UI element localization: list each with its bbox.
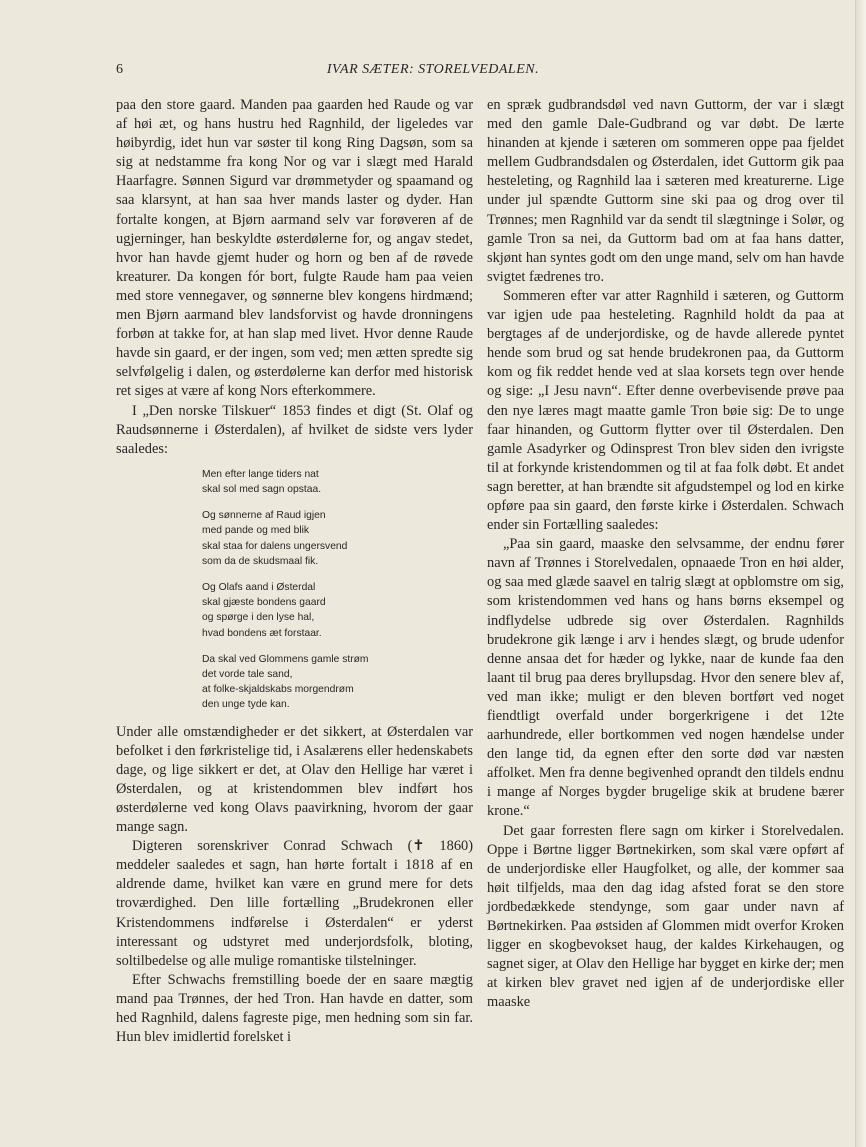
poem-line: det vorde tale sand, <box>202 669 293 681</box>
poem-line: hvad bondens æt forstaar. <box>202 627 322 639</box>
poem-stanza <box>202 652 473 713</box>
page-edge <box>855 0 866 1147</box>
poem-line: skal staa for dalens ungersvend <box>202 540 348 552</box>
paragraph: I „Den norske Tilskuer“ 1853 findes et digt (St. Olaf og Raudsønnerne i Østerdalen), af hvilket de sidste vers lyder saaledes: <box>116 402 473 457</box>
poem-line: som da de skudsmaal fik. <box>202 555 319 567</box>
paragraph: paa den store gaard. Manden paa gaarden hed Raude og var af høi æt, og hans hustru hed Ragnhild, der ligeledes var høibyrdig, idet hun var søster til kong Ring Dagsøn, som sa sig at nedstamme fra kong Nor og var i slægt med Harald Haarfagre. Sønnen Sigurd var drømmetyder og spaamand og saa klarsynt, at han saa hver mands laster og dyder. Han fortalte kongen, at Bjørn aarmand selv var forøveren af de ugjerninger, han beskyldte østerdølerne for, og angav stedet, hvor han havde gjemt huder og horn og ben af de røvede kreaturer. Da kongen fór bort, fulgte Raude ham paa veien med store vennegaver, og sønnerne blev kongens hirdmænd; men Bjørn aarmand blev landsforvist og havde dronningens forbøn at takke for, at han slap med livet. Hvor denne Raude havde sin gaard, er der ingen, som ved; men ætten spredte sig selvfølgelig i dalen, og østerdølerne kan derfor med historisk ret siges at være af kong Nors efterkommere. <box>116 97 473 400</box>
paragraph: en spræk gudbrandsdøl ved navn Guttorm, der var i slægt med den gamle Dale-Gudbrand og var døbt. De lærte hinanden at kjende i sæteren om sommeren oppe paa fjeldet mellem Gudbrandsdalen og Østerdalen, idet Guttorm gik paa hesteleting, og Ragnhild laa i sæteren med kreaturerne. Lige under jul spændte Guttorm sine ski paa og drog over til Trønnes; men Ragnhild var da sendt til slægtninge i Solør, og gamle Tron sa nei, da Guttorm bad om at faa hans datter, skjønt han syntes godt om den unge mand, selv om han havde svigtet fædrenes tro. <box>487 97 844 285</box>
left-column <box>116 96 473 1047</box>
paragraph: Efter Schwachs fremstilling boede der en saare mægtig mand paa Trønnes, der hed Tron. Han havde en datter, som hed Ragnhild, dalens fagreste pige, men hedning som sin far. Hun blev imidlertid forelsket i <box>116 971 473 1046</box>
poem-line: skal gjæste bondens gaard <box>202 597 326 609</box>
page-number: 6 <box>116 62 123 77</box>
poem-stanza <box>202 467 473 497</box>
poem-line: Da skal ved Glommens gamle strøm <box>202 653 369 665</box>
poem-line: Og Olafs aand i Østerdal <box>202 582 316 593</box>
poem-line: den unge tyde kan. <box>202 699 290 711</box>
poem-line: og spørge i den lyse hal, <box>202 612 315 624</box>
poem-line: skal sol med sagn opstaa. <box>202 483 322 495</box>
poem-line: med pande og med blik <box>202 525 310 537</box>
poem-stanza <box>202 580 473 641</box>
paragraph: Digteren sorenskriver Conrad Schwach (✝ 1860) meddeler saaledes et sagn, han hørte fortalt i 1818 af en aldrende dame, hvilket kan være en grund mere for dets troværdighed. Den lille fortælling „Brudekronen eller Kristendommens indførelse i Østerdalen“ er yderst interessant og udstyret med underjordsfolk, bloting, soltilbedelse og alle mulige romantiske tilstelninger. <box>116 838 473 969</box>
poem-stanza <box>202 508 473 569</box>
paragraph: Sommeren efter var atter Ragnhild i sæteren, og Guttorm var igjen ude paa hesteleting. Ragnhild holdt da paa at bergtages af de underjordiske, og de havde allerede pyntet hende som brud og sat hende brudekronen paa, da Guttorm kom og fik reddet hende ved at slaa korsets tegn over hende og sige: „I Jesu navn“. Efter denne overbevisende prøve paa den nye læres magt maatte gamle Tron bøie sig: De to unge faar hinanden, og Guttorm flytter over til Østerdalen. Den gamle Asadyrker og Odinsprest Tron blev siden den ivrigste til at forkynde kristendommen og til at faa folk døbt. Et andet sagn beretter, at han brændte sit afgudstempel og lod en kirke opføre paa sin gaard, den første kirke i Østerdalen. Schwach ender sin Fortælling saaledes: <box>487 287 844 534</box>
paragraph: „Paa sin gaard, maaske den selvsamme, der endnu fører navn af Trønnes i Storelvedalen, opnaaede Tron en høi alder, og saa med glæde saavel en talrig slægt at opblomstre om sig, som kristendommen ved hans og hans børns eksempel og indflydelse udbrede sig over Østerdalen. Ragnhilds brudekrone gik længe i arv i hendes slægt, og brude udenfor denne ansaa det for hæder og lykke, naar de kunde faa den laant til brug paa deres bryllupsdag. Hvor den senere blev af, ved man ikke; muligt er den bleven bortført ved noget fiendtligt overfald under borgerkrigene i det 12te aarhundrede, eller bortkommen ved nogen hændelse under den lange tid, da egnen efter den sorte død var næsten affolket. Men fra denne begivenhed oprandt den tildels endnu i mange af Norges bygder brugelige skik at brudene bærer krone.“ <box>487 536 844 820</box>
paragraph: Det gaar forresten flere sagn om kirker i Storelvedalen. Oppe i Børtne ligger Børtnekirken, som skal være opført af de underjordiske eller Haugfolket, og alle, der kommer saa høit tilfjelds, maa den dag idag afsted forat se den store jordbedækkede stendynge, som gaar under navn af Børtnekirken. Paa østsiden af Glommen midt overfor Kroken ligger en skogbevokset haug, der kaldes Kirkehaugen, og sagnet siger, at Olav den Hellige har bygget en kirke der; men at kirken blev gravet ned igjen af de underjordiske eller maaske <box>487 822 844 1011</box>
poem-line: at folke-skjaldskabs morgendrøm <box>202 684 354 696</box>
page-header <box>0 62 866 82</box>
poem-line: Og sønnerne af Raud igjen <box>202 510 326 522</box>
paragraph: Under alle omstændigheder er det sikkert, at Østerdalen var befolket i den førkristelige tid, i Asalærens eller hedenskabets dage, og lige sikkert er det, at Olav den Hellige har været i Østerdalen, og at kristendommen blev indført hos østerdølerne ved kong Olavs paavirkning, hvorom der gaar mange sagn. <box>116 723 473 836</box>
right-column <box>487 96 844 1013</box>
poem-line: Men efter lange tiders nat <box>202 468 319 480</box>
running-title: IVAR SÆTER: STORELVEDALEN. <box>326 62 540 77</box>
poem <box>202 467 473 713</box>
